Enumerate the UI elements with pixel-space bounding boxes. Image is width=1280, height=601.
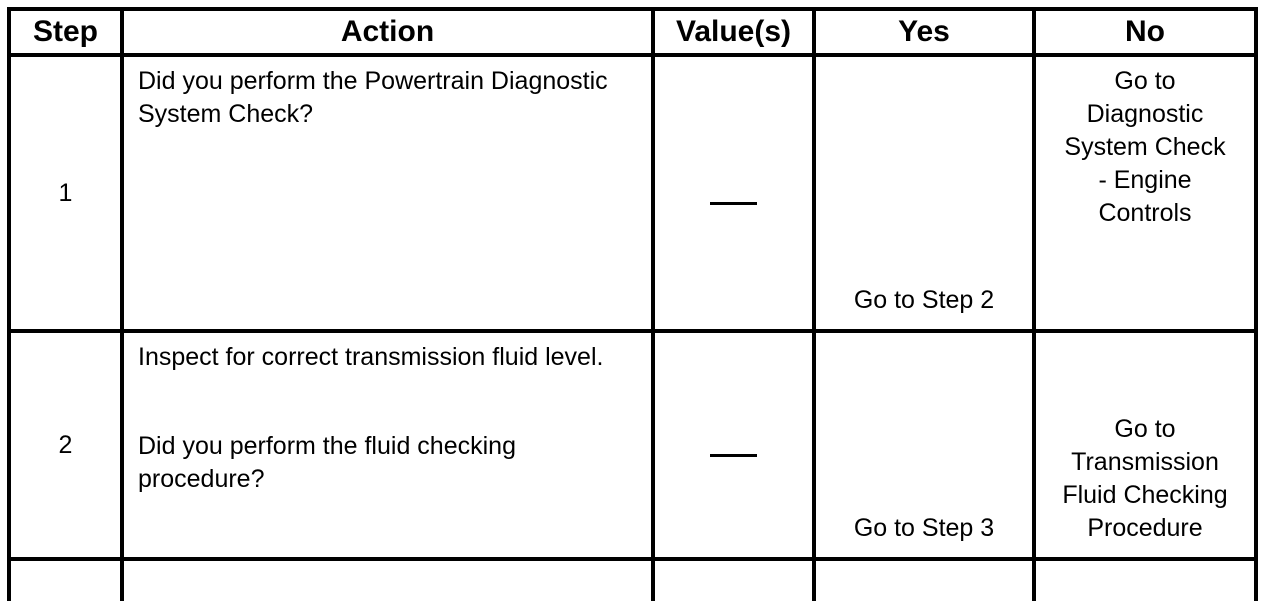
no-text: Go to Diagnostic System Check - Engine Controls <box>1064 67 1226 227</box>
empty-cell <box>9 559 122 601</box>
action-cell <box>122 55 653 331</box>
empty-cell <box>653 559 814 601</box>
no-cell <box>1034 55 1256 331</box>
empty-cell <box>814 559 1034 601</box>
step-number: 1 <box>9 55 122 331</box>
step-number: 2 <box>9 331 122 559</box>
no-text: Go to Transmission Fluid Checking Procedure <box>1062 415 1228 542</box>
paragraph-gap <box>138 374 641 430</box>
value-dash <box>710 454 757 457</box>
empty-cell <box>122 559 653 601</box>
empty-cell <box>1034 559 1256 601</box>
yes-cell: Go to Step 2 <box>814 55 1034 331</box>
yes-cell: Go to Step 3 <box>814 331 1034 559</box>
action-text: Did you perform the Powertrain Diagnostic System Check? <box>138 67 608 128</box>
value-dash <box>710 202 757 205</box>
action-text: Inspect for correct transmission fluid level. <box>138 343 604 371</box>
action-cell <box>122 331 653 559</box>
value-cell <box>653 331 814 559</box>
table-header-row <box>9 9 1256 55</box>
diagnostic-table <box>7 7 1258 601</box>
header-action: Action <box>122 9 653 55</box>
no-cell <box>1034 331 1256 559</box>
header-no: No <box>1034 9 1256 55</box>
header-values: Value(s) <box>653 9 814 55</box>
table-row-partial <box>9 559 1256 601</box>
header-step: Step <box>9 9 122 55</box>
value-cell <box>653 55 814 331</box>
table-row <box>9 55 1256 331</box>
action-question: Did you perform the fluid checking procedure? <box>138 432 516 493</box>
diagnostic-table-container <box>7 7 1254 567</box>
header-yes: Yes <box>814 9 1034 55</box>
table-row <box>9 331 1256 559</box>
